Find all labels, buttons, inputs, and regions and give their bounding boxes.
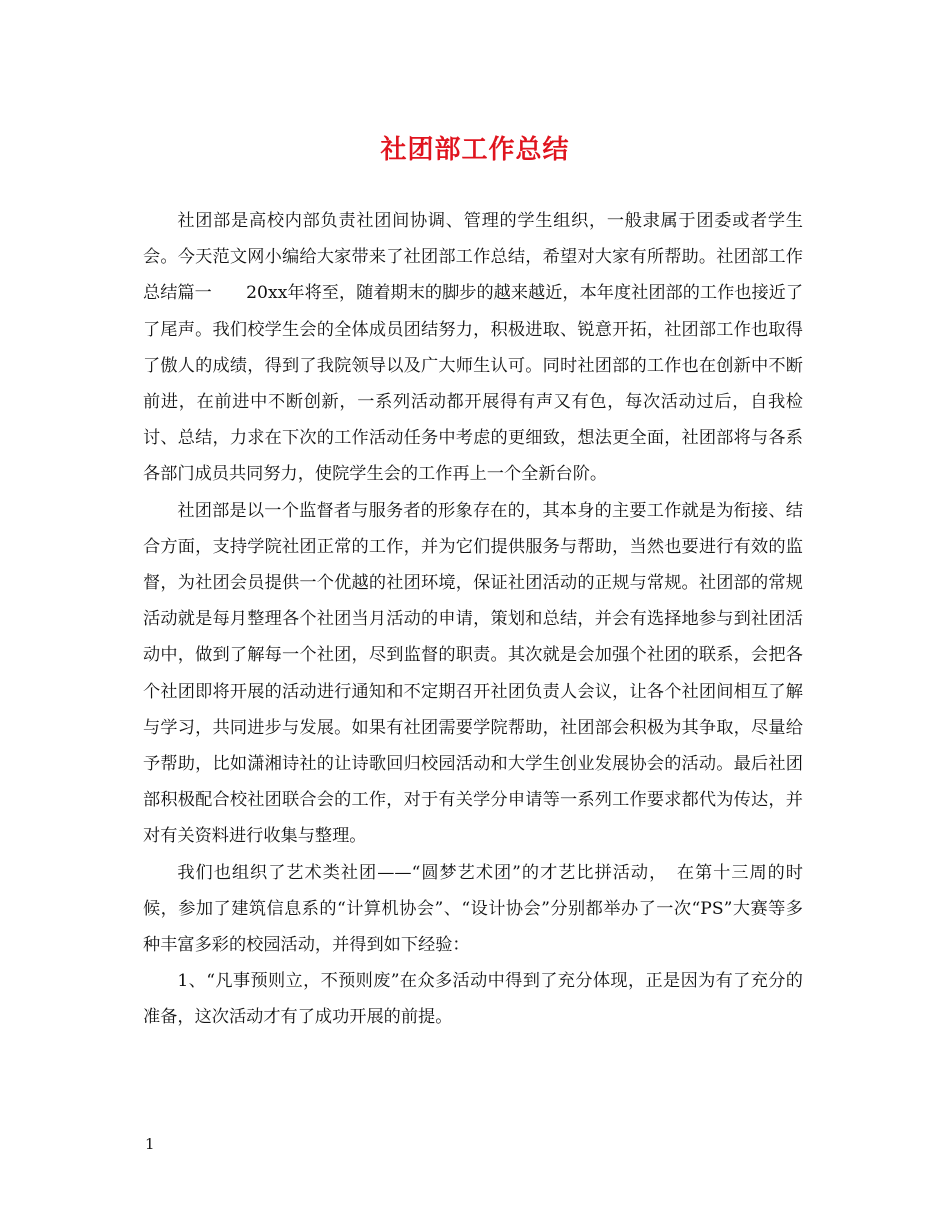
paragraph-activities: 我们也组织了艺术类社团——“圆梦艺术团”的才艺比拼活动， 在第十三周的时候，参加了建筑信息系的“计算机协会”、“设计协会”分别都举办了一次“PS”大赛等多种丰富多彩的校园活动，并得到如下经验： (143, 862, 803, 956)
document-title: 社团部工作总结 (380, 135, 570, 165)
paragraph-role: 社团部是以一个监督者与服务者的形象存在的，其本身的主要工作就是为衔接、结合方面，支持学院社团正常的工作，并为它们提供服务与帮助，当然也要进行有效的监督，为社团会员提供一个优越的社团环境，保证社团活动的正规与常规。社团部的常规活动就是每月整理各个社团当月活动的申请，策划和总结，并会有选择地参与到社团活动中，做到了解每一个社团，尽到监督的职责。其次就是会加强个社团的联系，会把各个社团即将开展的活动进行通知和不定期召开社团负责人会议，让各个社团间相互了解与学习，共同进步与发展。如果有社团需要学院帮助，社团部会积极为其争取，尽量给予帮助，比如潇湘诗社的让诗歌回归校园活动和大学生创业发展协会的活动。最后社团部积极配合校社团联合会的工作，对于有关学分申请等一系列工作要求都代为传达，并对有关资料进行收集与整理。 (143, 500, 803, 847)
document-body (143, 203, 803, 1036)
paragraph-experience-1: 1、“凡事预则立，不预则废”在众多活动中得到了充分体现，正是因为有了充分的准备，这次活动才有了成功开展的前提。 (143, 971, 803, 1028)
page-number: 1 (145, 1135, 155, 1153)
paragraph-intro: 社团部是高校内部负责社团间协调、管理的学生组织，一般隶属于团委或者学生会。今天范文网小编给大家带来了社团部工作总结，希望对大家有所帮助。社团部工作总结篇一 20xx年将至，随着期末的脚步的越来越近，本年度社团部的工作也接近了了尾声。我们校学生会的全体成员团结努力，积极进取、锐意开拓，社团部工作也取得了傲人的成绩，得到了我院领导以及广大师生认可。同时社团部的工作也在创新中不断前进，在前进中不断创新，一系列活动都开展得有声又有色，每次活动过后，自我检讨、总结，力求在下次的工作活动任务中考虑的更细致，想法更全面，社团部将与各系各部门成员共同努力，使院学生会的工作再上一个全新台阶。 (143, 211, 804, 485)
